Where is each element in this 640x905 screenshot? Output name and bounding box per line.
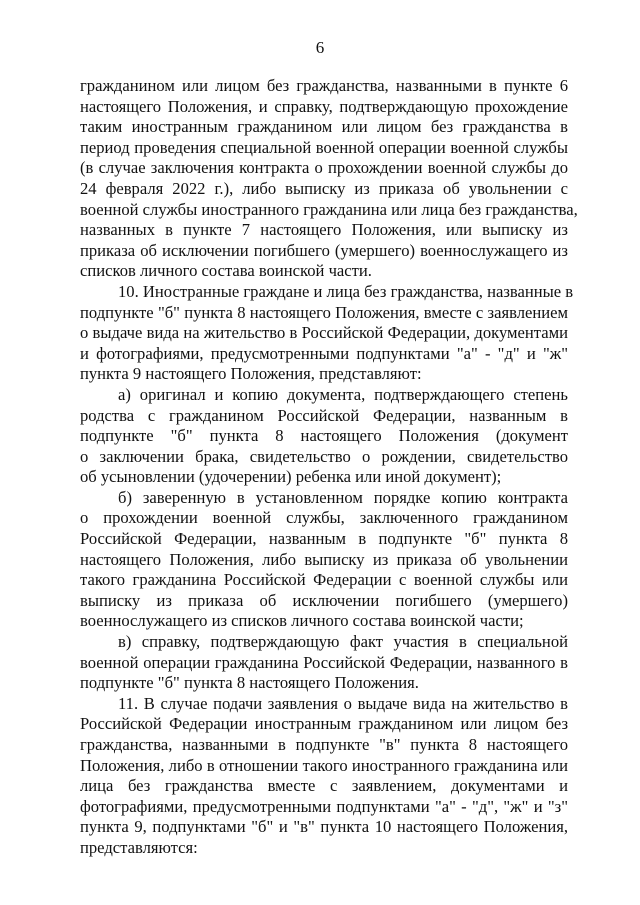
text-line: о прохождении военной службы, заключенного гражданином — [80, 508, 568, 528]
text-line: о выдаче вида на жительство в Российской Федерации, документами — [80, 323, 568, 343]
text-line: родства с гражданином Российской Федерации, названным в — [80, 405, 568, 425]
text-line: 10. Иностранные граждане и лица без гражданства, названные в — [118, 281, 574, 301]
text-line: б) заверенную в установленном порядке копию контракта — [118, 487, 568, 507]
text-line: гражданства, названными в подпункте "в" пункта 8 настоящего — [80, 735, 568, 754]
text-line: Положения, либо в отношении такого иностранного гражданина или — [80, 755, 568, 775]
text-line: военной службы иностранного гражданина или лица без гражданства, — [80, 199, 578, 219]
text-line: в) справку, подтверждающую факт участия в специальной — [118, 632, 568, 652]
text-line: (в случае заключения контракта о прохождении военной службы до — [80, 158, 568, 178]
text-line: Российской Федерации иностранным гражданином или лицом без — [80, 714, 568, 734]
text-line: названных в пункте 7 настоящего Положения, или выписку из — [80, 220, 568, 240]
text-line: таким иностранным гражданином или лицом без гражданства в — [80, 117, 568, 137]
text-line: пункта 9, подпунктами "б" и "в" пункта 10 настоящего Положения, — [80, 817, 568, 837]
text-line: и фотографиями, предусмотренными подпунктами "а" - "д" и "ж" — [80, 343, 568, 363]
text-line: 11. В случае подачи заявления о выдаче вида на жительство в — [118, 693, 568, 713]
text-line: лица без гражданства вместе с заявлением, документами и — [80, 776, 568, 796]
document-body — [80, 76, 578, 859]
text-line: такого гражданина Российской Федерации с военной службы или — [80, 570, 568, 590]
text-line: подпункте "б" пункта 8 настоящего Положения (документ — [80, 426, 568, 446]
text-line: выписку из приказа об исключении погибшего (умершего) — [80, 590, 568, 610]
text-line: настоящего Положения, и справку, подтверждающую прохождение — [80, 96, 568, 116]
text-line: списков личного состава воинской части. — [80, 261, 372, 281]
text-line: 24 февраля 2022 г.), либо выписку из приказа об увольнении с — [80, 178, 568, 198]
text-line: Российской Федерации, названным в подпункте "б" пункта 8 — [80, 529, 568, 549]
text-line: фотографиями, предусмотренными подпунктами "а" - "д", "ж" и "з" — [80, 796, 568, 816]
text-line: период проведения специальной военной операции военной службы — [80, 137, 568, 157]
text-line: настоящего Положения, либо выписку из приказа об увольнении — [80, 549, 568, 569]
text-line: подпункте "б" пункта 8 настоящего Положения, вместе с заявлением — [80, 302, 568, 322]
text-line: а) оригинал и копию документа, подтверждающего степень — [118, 384, 568, 404]
page-number: 6 — [315, 38, 325, 57]
text-line: военнослужащего из списков личного состава воинской части; — [80, 611, 524, 631]
text-line: представляются: — [80, 837, 198, 857]
text-line: военной операции гражданина Российской Федерации, названного в — [80, 652, 568, 672]
text-line: подпункте "б" пункта 8 настоящего Положения. — [80, 673, 419, 693]
text-line: гражданином или лицом без гражданства, названными в пункте 6 — [80, 76, 568, 95]
text-line: об усыновлении (удочерении) ребенка или иной документ); — [80, 467, 502, 487]
text-line: приказа об исключении погибшего (умершего) военнослужащего из — [80, 240, 568, 260]
text-line: о заключении брака, свидетельство о рождении, свидетельство — [80, 446, 568, 466]
text-line: пункта 9 настоящего Положения, представляют: — [80, 364, 422, 384]
